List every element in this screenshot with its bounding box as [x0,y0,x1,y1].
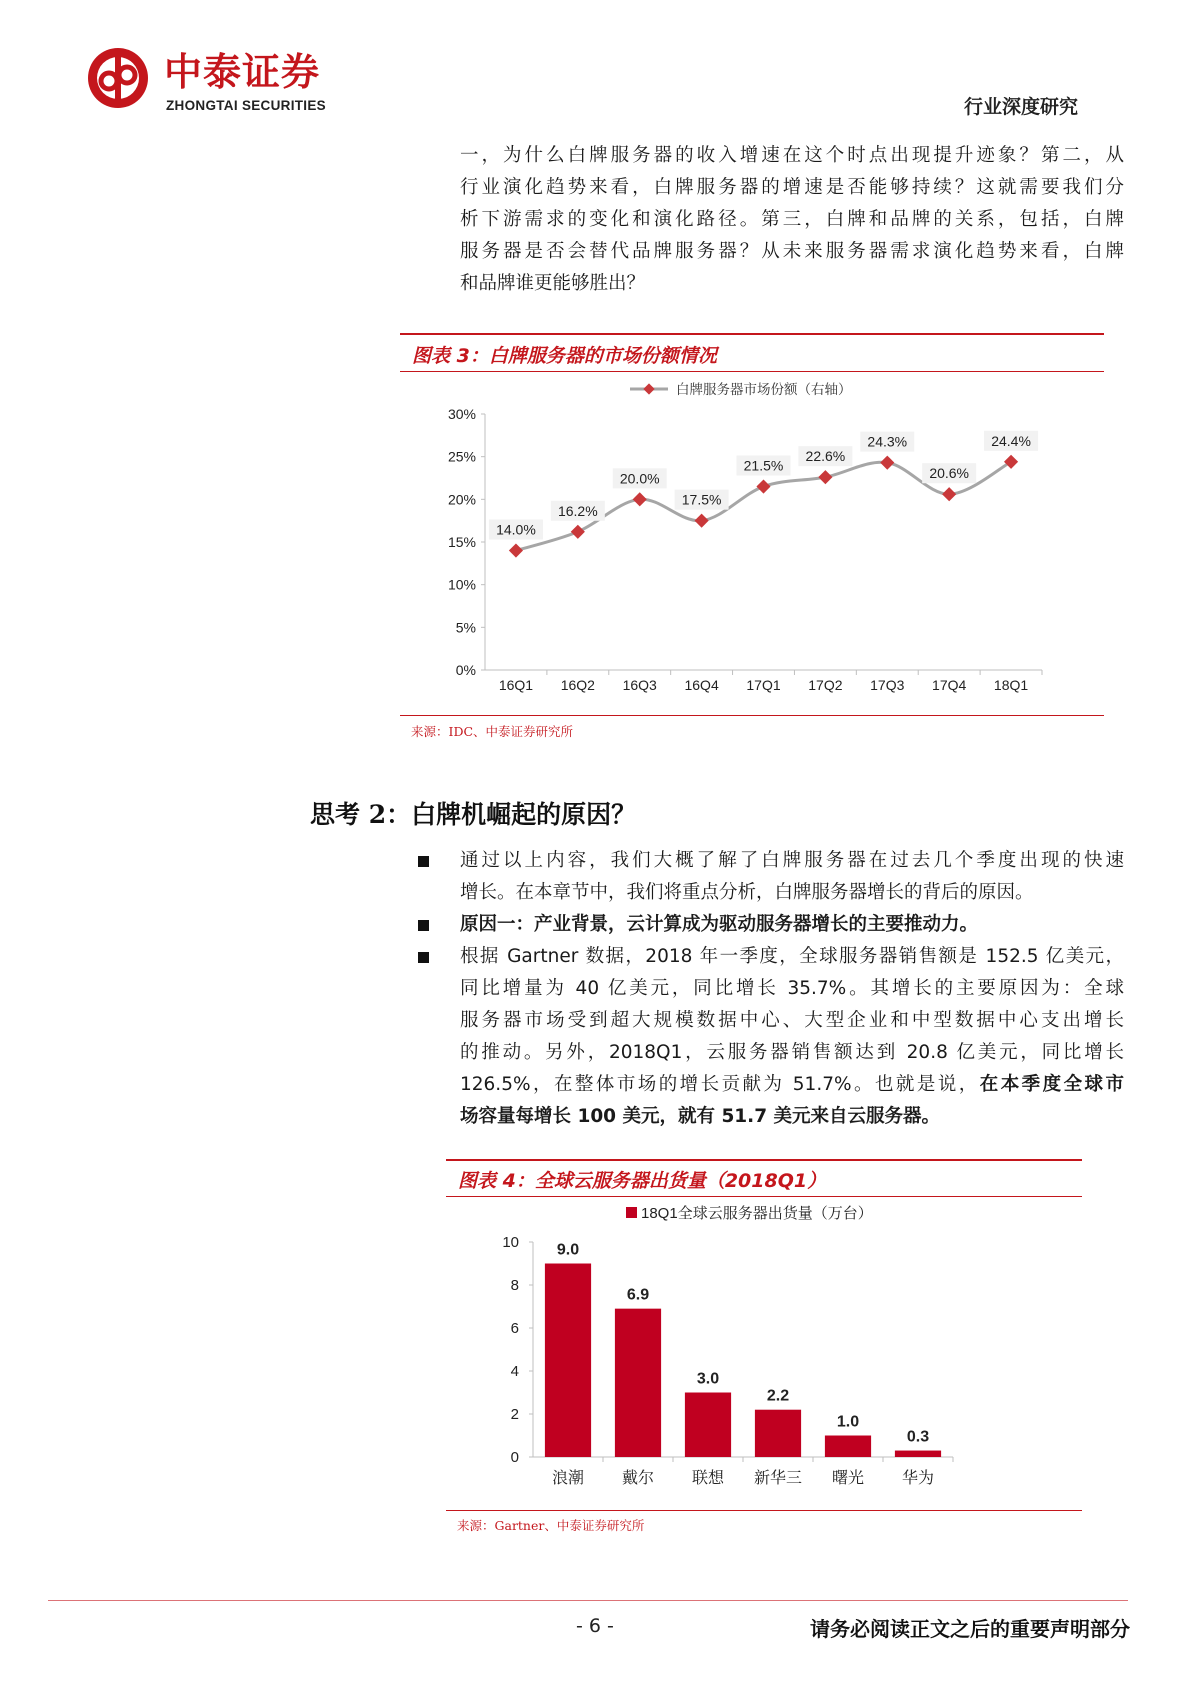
bullet-text-bold: 在本季度全球市 [979,1074,1124,1095]
x-tick-label: 16Q1 [498,677,534,693]
data-point [509,543,523,557]
footer-rule [48,1600,1128,1601]
bullet-line: 的推动。另外，2018Q1，云服务器销售额达到 20.8 亿美元，同比增长 [460,1042,1124,1063]
bullet-text: 126.5%，在整体市场的增长贡献为 51.7%。也就是说， [460,1074,980,1095]
figure4-top-rule [446,1159,1082,1161]
figure3-line-chart [400,373,1104,715]
x-tick-label: 曙光 [831,1470,865,1487]
x-tick-label: 浪潮 [551,1470,585,1487]
x-tick-label: 17Q2 [808,677,843,693]
legend [626,1204,873,1222]
data-label: 24.4% [991,432,1031,449]
company-logo-text: 中泰证券 [164,50,321,94]
data-point [571,525,585,539]
y-tick-label: 10% [447,576,476,593]
data-label: 14.0% [496,521,536,538]
figure4-source: 来源：Gartner、中泰证券研究所 [457,1518,645,1533]
bullet-line: 服务器市场受到超大规模数据中心、大型企业和中型数据中心支出增长 [460,1010,1124,1031]
intro-line: 和品牌谁更能够胜出？ [460,273,646,294]
bullet-item [418,845,1124,909]
data-label: 24.3% [867,433,908,450]
x-tick-label: 17Q1 [746,677,781,693]
bar [895,1451,941,1457]
bar [755,1410,801,1457]
figure3-title: 图表 3：白牌服务器的市场份额情况 [412,345,717,367]
y-tick-label: 6 [510,1320,519,1337]
data-label: 22.6% [805,448,846,465]
bullet-line: 同比增量为 40 亿美元，同比增长 35.7%。其增长的主要原因为：全球 [460,978,1124,999]
x-tick-label: 联想 [691,1470,725,1487]
bullet-item [418,941,1124,1133]
data-label: 20.6% [929,465,970,482]
y-tick-label: 0 [510,1449,519,1466]
figure4-title: 图表 4：全球云服务器出货量（2018Q1） [458,1170,827,1192]
company-logo-english: ZHONGTAI SECURITIES [166,98,326,113]
data-label: 17.5% [681,491,722,508]
bullet-line: 根据 Gartner 数据，2018 年一季度，全球服务器销售额是 152.5 亿美元， [460,946,1124,967]
x-tick-label: 17Q3 [870,677,905,693]
legend-label: 18Q1全球云服务器出货量（万台） [641,1205,873,1222]
data-point [695,514,709,528]
data-point [818,470,832,484]
legend-swatch [626,1207,637,1218]
bullet-square-icon [418,856,429,867]
data-label: 21.5% [743,457,784,474]
y-tick-label: 2 [510,1406,519,1423]
y-tick-label: 10 [502,1234,519,1251]
y-tick-label: 20% [447,491,476,508]
bar-value-label: 9.0 [556,1241,580,1259]
data-point [1004,455,1018,469]
bar-value-label: 0.3 [906,1428,930,1446]
intro-line: 行业演化趋势来看，白牌服务器的增速是否能够持续？这就需要我们分 [460,177,1124,198]
x-tick-label: 16Q3 [622,677,657,693]
bar [685,1393,731,1458]
intro-paragraph [460,140,1124,300]
bar [825,1436,871,1458]
figure3-source: 来源：IDC、中泰证券研究所 [411,724,574,739]
legend-marker-swatch [643,383,654,394]
footer-disclaimer: 请务必阅读正文之后的重要声明部分 [810,1617,1130,1641]
y-tick-label: 25% [447,448,476,465]
bar [545,1264,591,1458]
bullet-line [460,1069,1124,1101]
x-tick-label: 18Q1 [993,677,1029,693]
bar-value-label: 6.9 [626,1286,650,1304]
document-type-label: 行业深度研究 [963,96,1078,118]
intro-line: 析下游需求的变化和演化路径。第三，白牌和品牌的关系，包括，白牌 [460,209,1124,230]
page-number: - 6 - [576,1615,614,1637]
data-point [880,456,894,470]
bullet-line-bold: 场容量每增长 100 美元，就有 51.7 美元来自云服务器。 [460,1106,941,1127]
y-tick-label: 5% [455,619,476,636]
figure4-bottom-rule [446,1510,1082,1511]
data-point [942,487,956,501]
y-tick-label: 30% [447,406,476,422]
y-tick-label: 15% [447,534,476,550]
x-tick-label: 17Q4 [932,677,967,693]
figure4-bar-chart [446,1198,1082,1510]
bar-value-label: 2.2 [766,1387,790,1405]
y-tick-label: 8 [510,1277,519,1294]
bullet-line: 增长。在本章节中，我们将重点分析，白牌服务器增长的背后的原因。 [460,882,1034,903]
legend-label: 白牌服务器市场份额（右轴） [676,382,852,397]
y-tick-label: 0% [455,662,476,678]
bullet-square-icon [418,952,429,963]
data-label: 20.0% [619,470,660,487]
section-heading: 思考 2：白牌机崛起的原因？ [310,800,637,829]
figure3-title-rule [400,371,1104,372]
bullet-line: 通过以上内容，我们大概了解了白牌服务器在过去几个季度出现的快速 [460,850,1124,871]
bar-value-label: 1.0 [836,1413,860,1431]
intro-line: 一，为什么白牌服务器的收入增速在这个时点出现提升迹象？第二，从 [460,145,1124,166]
figure4-title-rule [446,1196,1082,1197]
x-tick-label: 16Q2 [560,677,595,693]
bar [615,1309,661,1457]
company-logo-mark [86,46,150,110]
legend [630,381,852,397]
bar-value-label: 3.0 [696,1370,720,1388]
data-label: 16.2% [557,502,598,519]
intro-line: 服务器是否会替代品牌服务器？从未来服务器需求演化趋势来看，白牌 [460,241,1124,262]
bullet-square-icon [418,920,429,931]
data-point [756,479,770,493]
x-tick-label: 华为 [901,1470,935,1487]
x-tick-label: 新华三 [753,1470,803,1487]
data-point [633,492,647,506]
bullet-item [418,909,1124,941]
figure3-bottom-rule [400,715,1104,716]
x-tick-label: 16Q4 [684,677,719,693]
figure3-top-rule [400,333,1104,335]
bullet-line: 原因一：产业背景，云计算成为驱动服务器增长的主要推动力。 [460,914,979,935]
y-tick-label: 4 [510,1363,519,1380]
x-tick-label: 戴尔 [621,1470,655,1487]
